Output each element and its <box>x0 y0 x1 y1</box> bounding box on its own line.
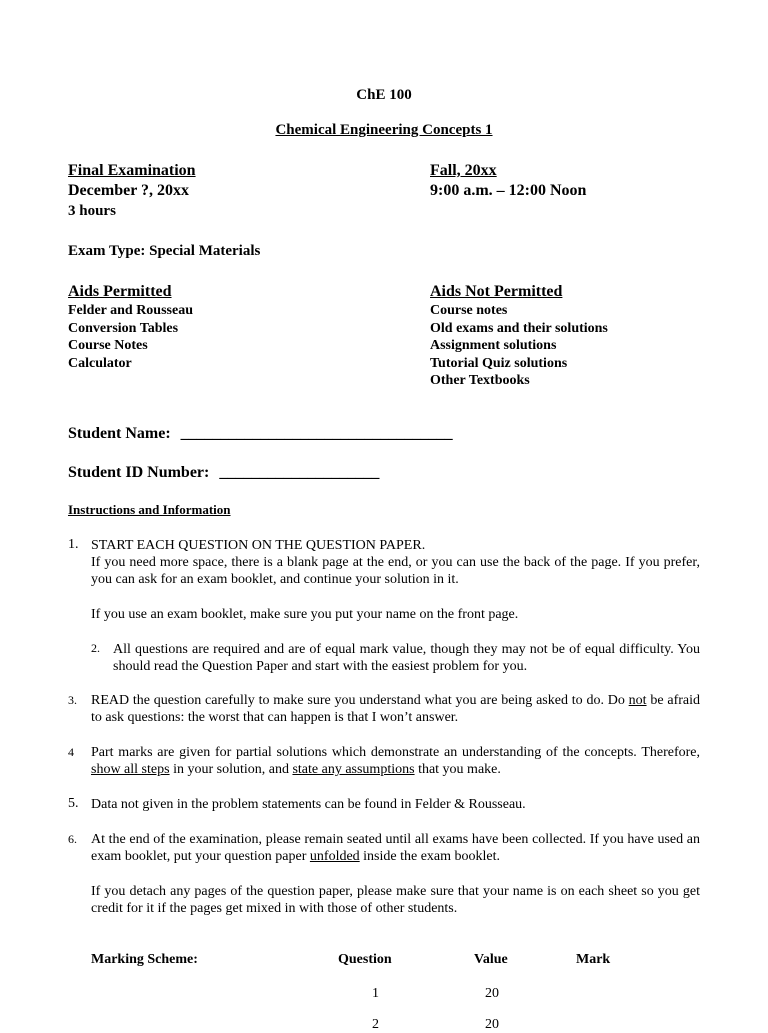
exam-date: December ?, 20xx <box>68 182 189 199</box>
student-id-field[interactable]: ____________________ <box>219 464 380 481</box>
instruction-text: If you need more space, there is a blank page at the end, or you can use the back of the page. If you prefer, you can ask for an exam booklet, and continue your solution in it. <box>91 555 700 587</box>
instruction-item-1 <box>91 537 700 588</box>
instruction-item-6-extra: If you detach any pages of the question paper, please make sure that your name is on each sheet so you get credit for it if the pages get mixed in with those of other students. <box>91 884 700 916</box>
aids-permitted-list <box>68 302 193 372</box>
instruction-item-6: At the end of the examination, please remain seated until all exams have been collected. If you have used an exam booklet, put your question paper unfolded inside the exam booklet. <box>91 832 700 864</box>
exam-duration: 3 hours <box>68 203 116 219</box>
instruction-item-5: Data not given in the problem statements can be found in Felder & Rousseau. <box>91 797 526 812</box>
item-number: 3. <box>68 693 77 707</box>
row-question: 2 <box>372 1017 379 1032</box>
exam-label: Final Examination <box>68 162 196 179</box>
list-item: Course notes <box>430 303 508 318</box>
course-title: Chemical Engineering Concepts 1 <box>275 122 493 138</box>
item-number: 1. <box>68 537 79 552</box>
student-name-label: Student Name: <box>68 425 171 442</box>
exam-time: 9:00 a.m. – 12:00 Noon <box>430 182 587 199</box>
list-item: Other Textbooks <box>430 373 530 389</box>
exam-type: Exam Type: Special Materials <box>68 243 261 259</box>
list-item: Conversion Tables <box>68 320 179 336</box>
row-question: 1 <box>372 986 379 1001</box>
marking-scheme-label: Marking Scheme: <box>91 952 198 967</box>
course-code: ChE 100 <box>356 87 412 103</box>
aids-not-permitted-list <box>430 302 608 390</box>
instruction-first-line: START EACH QUESTION ON THE QUESTION PAPER. <box>91 538 426 553</box>
instruction-item-1-extra: If you use an exam booklet, make sure you put your name on the front page. <box>91 607 519 622</box>
list-item: Calculator <box>68 355 132 371</box>
instruction-item-4: Part marks are given for partial solutions which demonstrate an understanding of the concepts. Therefore, show all steps in your solution, and state any assumptions that you make. <box>91 745 700 777</box>
item-number: 2. <box>91 641 100 655</box>
student-name-field[interactable]: __________________________________ <box>180 425 453 442</box>
instructions-heading: Instructions and Information <box>68 502 231 517</box>
item-number: 6. <box>68 832 77 846</box>
list-item: Assignment solutions <box>430 338 557 354</box>
column-question: Question <box>338 952 392 967</box>
column-mark: Mark <box>576 952 611 967</box>
item-number: 4 <box>68 745 74 759</box>
student-id-row <box>68 464 379 482</box>
aids-not-permitted-heading: Aids Not Permitted <box>430 283 563 300</box>
row-value: 20 <box>485 986 499 1001</box>
instruction-item-3: READ the question carefully to make sure you understand what you are being asked to do. Do not be afraid to ask questions: the worst that can happen is that I won’t answer. <box>91 693 700 725</box>
exam-term: Fall, 20xx <box>430 162 497 179</box>
student-id-label: Student ID Number: <box>68 464 210 481</box>
instruction-item-2: All questions are required and are of equal mark value, though they may not be of equal difficulty. You should read the Question Paper and start with the easiest problem for you. <box>113 642 700 674</box>
column-value: Value <box>474 952 508 967</box>
list-item: Old exams and their solutions <box>430 320 608 336</box>
list-item: Tutorial Quiz solutions <box>430 355 568 371</box>
aids-permitted-heading: Aids Permitted <box>68 283 172 300</box>
student-name-row <box>68 425 453 443</box>
list-item: Course Notes <box>68 338 148 354</box>
item-number: 5. <box>68 796 79 811</box>
list-item: Felder and Rousseau <box>68 303 193 318</box>
row-value: 20 <box>485 1017 499 1032</box>
